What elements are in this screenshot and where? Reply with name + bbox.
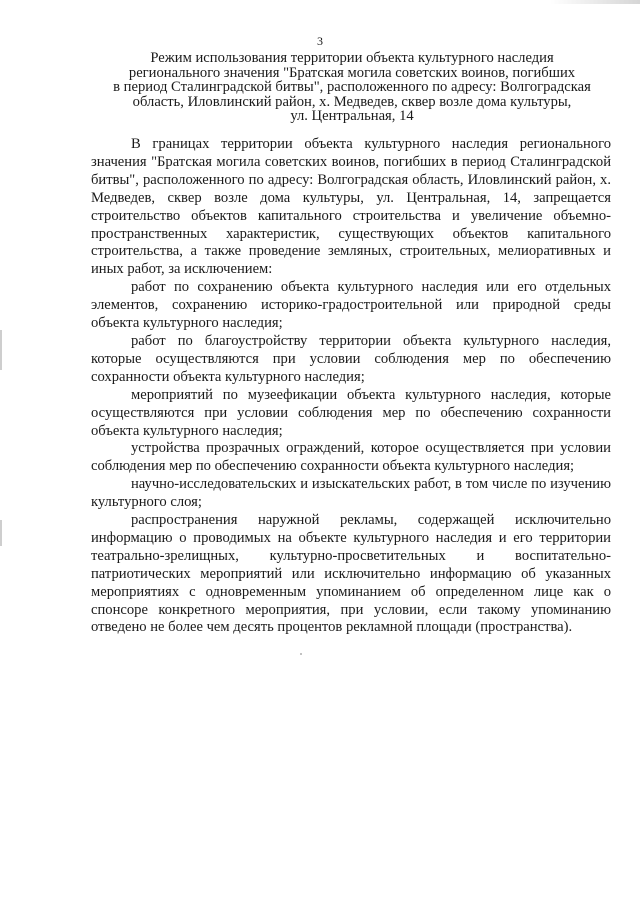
- scan-edge-artifact: [0, 330, 2, 370]
- scan-artifact: [550, 0, 640, 4]
- exception-item: распространения наружной рекламы, содержащей исключительно информацию о проводимых на объекте культурного наследия и его территории театрально-зрелищных, культурно-просветительных и воспитательно-патриотических мероприятий или исключительно информацию об указанных мероприятиях с одновременным упоминанием об определенном лице как о спонсоре конкретного мероприятия, при условии, если такому упоминанию отведено не более чем десять процентов рекламной площади (пространства).: [91, 512, 611, 636]
- intro-paragraph: В границах территории объекта культурного наследия регионального значения "Братская могила советских воинов, погибших в период Сталинградской битвы", расположенного по адресу: Волгоградская область, Иловлинский район, х. Медведев, сквер возле дома культуры, ул. Центральная, 14, запрещается строительство объектов капитального строительства и увеличение объемно-пространственных характеристик, существующих объектов капитального строительства, а также проведение земляных, строительных, мелиоративных и иных работ, за исключением:: [91, 136, 611, 278]
- title-line: Режим использования территории объекта культурного наследия: [150, 50, 554, 66]
- exception-item: устройства прозрачных ограждений, которое осуществляется при условии соблюдения мер по обеспечению сохранности объекта культурного наследия;: [91, 440, 611, 475]
- exception-item: работ по сохранению объекта культурного наследия или его отдельных элементов, сохранению историко-градостроительной или природной среды объекта культурного наследия;: [91, 279, 611, 332]
- exception-item: мероприятий по музеефикации объекта культурного наследия, которые осуществляются при условии соблюдения мер по обеспечению сохранности объекта культурного наследия;: [91, 386, 611, 439]
- document-title: [92, 51, 612, 124]
- scan-dot-artifact: [300, 653, 302, 655]
- exception-item: научно-исследовательских и изыскательских работ, в том числе по изучению культурного слоя;: [91, 476, 611, 511]
- exception-item: работ по благоустройству территории объекта культурного наследия, которые осуществляются при условии соблюдения мер по обеспечению сохранности объекта культурного наследия;: [91, 332, 611, 385]
- title-line: в период Сталинградской битвы", расположенного по адресу: Волгоградская: [113, 79, 591, 96]
- title-line: регионального значения "Братская могила советских воинов, погибших: [128, 64, 576, 81]
- title-line: ул. Центральная, 14: [290, 108, 414, 125]
- scan-edge-artifact: [0, 520, 2, 546]
- document-body: [91, 136, 611, 637]
- title-line: область, Иловлинский район, х. Медведев, сквер возле дома культуры,: [132, 93, 572, 110]
- page-number: 3: [317, 34, 323, 48]
